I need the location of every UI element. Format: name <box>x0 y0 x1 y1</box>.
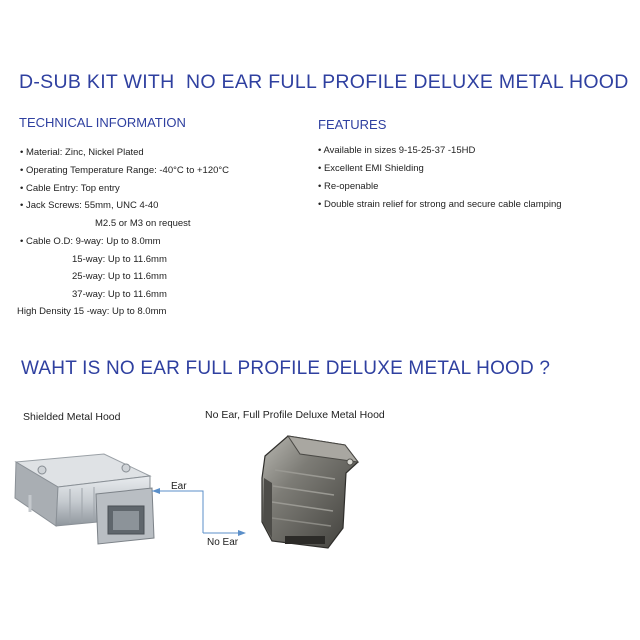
tech-line-cable-od-25: 25-way: Up to 11.6mm <box>72 271 167 282</box>
tech-line-cable-entry: • Cable Entry: Top entry <box>20 183 120 194</box>
tech-line-jack-screws-alt: M2.5 or M3 on request <box>95 218 191 229</box>
right-caption: No Ear, Full Profile Deluxe Metal Hood <box>205 409 385 421</box>
technical-heading: TECHNICAL INFORMATION <box>19 115 186 130</box>
main-title: D-SUB KIT WITH NO EAR FULL PROFILE DELUXE METAL HOOD <box>19 71 629 93</box>
tech-line-jack-screws: • Jack Screws: 55mm, UNC 4-40 <box>20 200 159 211</box>
features-heading: FEATURES <box>318 117 387 132</box>
tech-line-cable-od-15: 15-way: Up to 11.6mm <box>72 254 167 265</box>
left-caption: Shielded Metal Hood <box>23 411 121 423</box>
feature-line-reopenable: • Re-openable <box>318 181 379 192</box>
feature-line-emi: • Excellent EMI Shielding <box>318 163 424 174</box>
tech-line-temperature: • Operating Temperature Range: -40°C to +120°C <box>20 165 230 176</box>
tech-line-cable-od-hd15: High Density 15 -way: Up to 8.0mm <box>17 306 167 317</box>
tech-line-cable-od-9: • Cable O.D: 9-way: Up to 8.0mm <box>20 236 161 247</box>
feature-line-strain-relief: • Double strain relief for strong and secure cable clamping <box>318 199 562 210</box>
tech-line-cable-od-37: 37-way: Up to 11.6mm <box>72 289 167 300</box>
no-ear-label: No Ear <box>207 537 239 548</box>
feature-line-sizes: • Available in sizes 9-15-25-37 -15HD <box>318 145 476 156</box>
tech-line-material: • Material: Zinc, Nickel Plated <box>20 147 144 158</box>
section2-title: WAHT IS NO EAR FULL PROFILE DELUXE METAL HOOD ? <box>21 358 551 379</box>
ear-label: Ear <box>171 481 187 492</box>
